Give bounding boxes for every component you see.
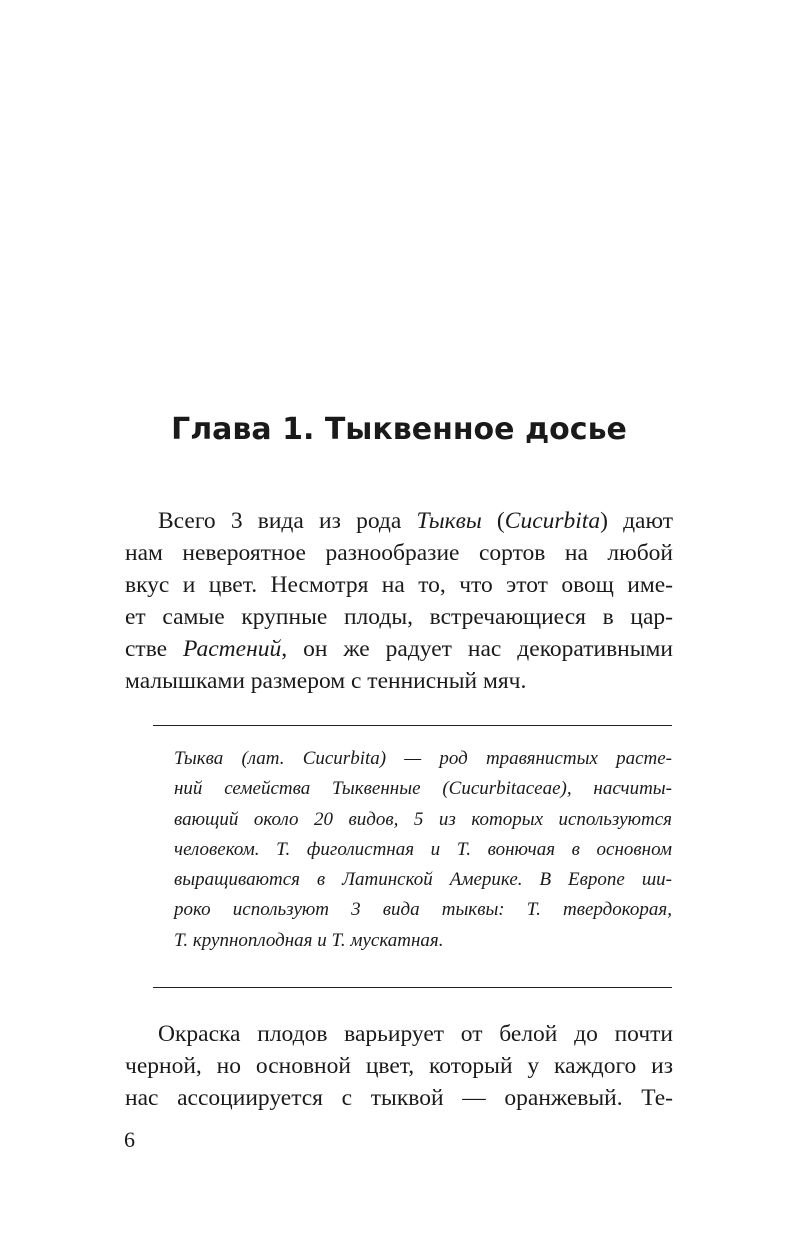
intro-line-5 <box>125 633 673 665</box>
note-line: Т. крупноплодная и Т. мускатная. <box>174 929 444 951</box>
intro-line-4: ет самые крупные плоды, встречающиеся в цар- <box>125 604 673 630</box>
note-line: роко используют 3 вида тыквы: Т. твердокорая, <box>174 899 672 921</box>
text-run: , он же радует нас декоративными <box>281 636 673 662</box>
intro-line-2: нам невероятное разнообразие сортов на любой <box>125 540 673 566</box>
note-top-rule <box>153 725 672 726</box>
botanical-note <box>174 744 672 956</box>
kingdom-name: Растений <box>183 636 282 662</box>
continuation-paragraph <box>125 1018 673 1114</box>
chapter-title: Глава 1. Тыквенное досье <box>171 412 627 447</box>
text-run: ) дают <box>600 508 674 534</box>
text-run: Всего 3 вида из рода <box>158 508 417 534</box>
note-line: Тыква (лат. Cucurbita) — род травянистых расте- <box>174 748 672 769</box>
intro-line-1 <box>125 505 673 537</box>
continuation-line: черной, но основной цвет, который у каждого из <box>125 1053 673 1079</box>
note-line: ний семейства Тыквенные (Cucurbitaceae), насчиты- <box>174 778 672 800</box>
page-number: 6 <box>124 1127 135 1152</box>
note-line: вающий около 20 видов, 5 из которых используются <box>174 808 672 830</box>
genus-name-ru: Тыквы <box>416 508 482 534</box>
intro-line-6: малышками размером с теннисный мяч. <box>125 668 527 694</box>
note-line: человеком. Т. фиголистная и Т. вонючая в основном <box>174 838 672 860</box>
intro-paragraph <box>125 505 673 697</box>
text-run: ( <box>481 508 505 534</box>
note-line: выращиваются в Латинской Америке. В Европе ши- <box>174 869 672 891</box>
note-bottom-rule <box>153 987 672 988</box>
text-run: стве <box>125 636 184 662</box>
genus-name-latin: Cucurbita <box>504 508 601 534</box>
continuation-line: Окраска плодов варьирует от белой до почти <box>158 1021 673 1047</box>
continuation-line: нас ассоциируется с тыквой — оранжевый. Те- <box>125 1085 673 1111</box>
intro-line-3: вкус и цвет. Несмотря на то, что этот овощ име- <box>125 572 673 598</box>
